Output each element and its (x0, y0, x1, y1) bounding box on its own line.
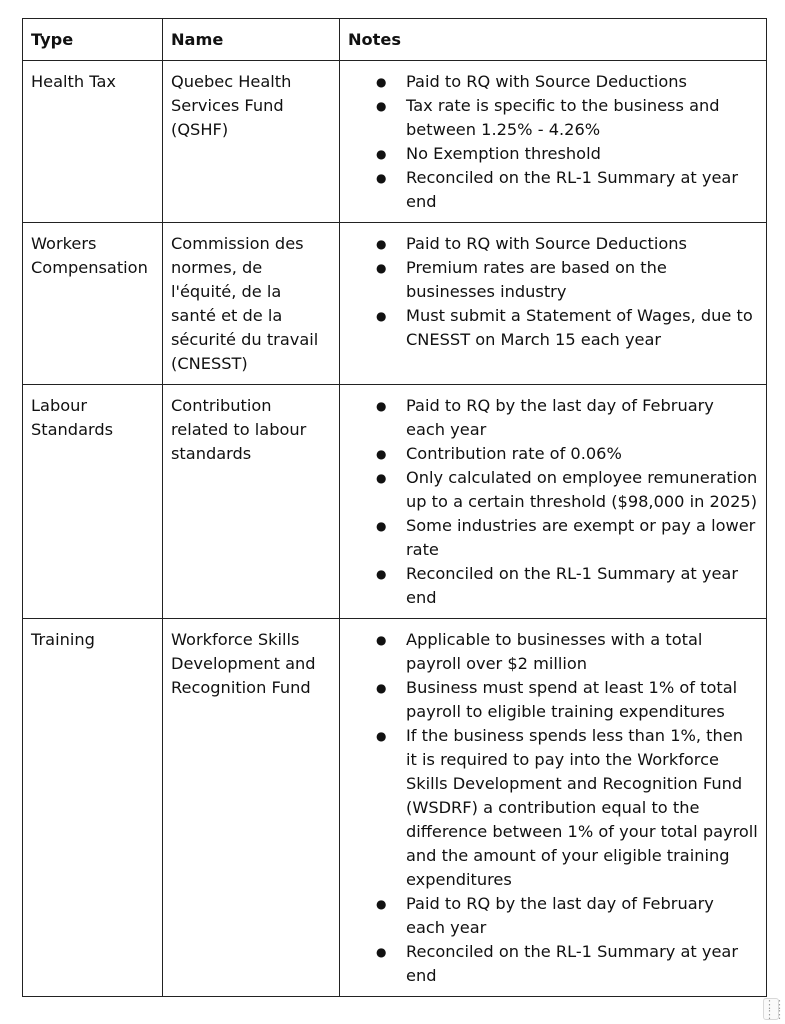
note-text: Must submit a Statement of Wages, due to CNESST on March 15 each year (406, 306, 753, 349)
payroll-contributions-table (22, 18, 767, 997)
notes-list (348, 394, 758, 610)
note-text: Reconciled on the RL-1 Summary at year end (406, 942, 739, 985)
list-item (376, 232, 758, 256)
note-text: Only calculated on employee remuneration up to a certain threshold ($98,000 in 2025) (406, 468, 758, 511)
notes-cell (340, 619, 767, 997)
bullet-icon: ● (376, 261, 387, 275)
list-item (376, 394, 758, 442)
note-text: If the business spends less than 1%, then it is required to pay into the Workforce Skills Development and Recognition Fund (WSDRF) a contribution equal to the difference between 1% of your total payroll and the amount of your eligible training expenditures (406, 726, 758, 889)
table-row (23, 619, 767, 997)
bullet-icon: ● (376, 729, 387, 743)
bullet-icon: ● (376, 447, 387, 461)
drag-handle-icon[interactable]: ⋮⋮ ⋮⋮ (764, 998, 784, 1021)
bullet-icon: ● (376, 681, 387, 695)
type-cell: Training (23, 619, 163, 997)
note-text: No Exemption threshold (406, 144, 601, 163)
list-item (376, 70, 758, 94)
note-text: Contribution rate of 0.06% (406, 444, 622, 463)
table-header-row (23, 19, 767, 61)
notes-list (348, 70, 758, 214)
bullet-icon: ● (376, 171, 387, 185)
name-cell: Quebec Health Services Fund (QSHF) (163, 61, 340, 223)
list-item (376, 628, 758, 676)
bullet-icon: ● (376, 567, 387, 581)
bullet-icon: ● (376, 519, 387, 533)
list-item (376, 676, 758, 724)
bullet-icon: ● (376, 945, 387, 959)
bullet-icon: ● (376, 147, 387, 161)
list-item (376, 256, 758, 304)
notes-cell (340, 61, 767, 223)
list-item (376, 94, 758, 142)
note-text: Reconciled on the RL-1 Summary at year end (406, 564, 739, 607)
name-cell: Commission des normes, de l'équité, de la santé et de la sécurité du travail (CNESST) (163, 223, 340, 385)
bullet-icon: ● (376, 633, 387, 647)
list-item (376, 562, 758, 610)
list-item (376, 142, 758, 166)
notes-cell (340, 385, 767, 619)
notes-list (348, 628, 758, 988)
list-item (376, 514, 758, 562)
bullet-icon: ● (376, 897, 387, 911)
type-cell: Health Tax (23, 61, 163, 223)
note-text: Some industries are exempt or pay a lower rate (406, 516, 756, 559)
note-text: Paid to RQ with Source Deductions (406, 72, 687, 91)
note-text: Business must spend at least 1% of total payroll to eligible training expenditures (406, 678, 738, 721)
bullet-icon: ● (376, 237, 387, 251)
note-text: Applicable to businesses with a total payroll over $2 million (406, 630, 703, 673)
note-text: Premium rates are based on the businesses industry (406, 258, 667, 301)
note-text: Paid to RQ by the last day of February each year (406, 894, 714, 937)
name-cell: Contribution related to labour standards (163, 385, 340, 619)
bullet-icon: ● (376, 309, 387, 323)
bullet-icon: ● (376, 399, 387, 413)
bullet-icon: ● (376, 471, 387, 485)
table-row (23, 385, 767, 619)
list-item (376, 304, 758, 352)
table-row (23, 61, 767, 223)
bullet-icon: ● (376, 99, 387, 113)
notes-list (348, 232, 758, 352)
list-item (376, 940, 758, 988)
note-text: Paid to RQ with Source Deductions (406, 234, 687, 253)
table-row (23, 223, 767, 385)
list-item (376, 466, 758, 514)
note-text: Reconciled on the RL-1 Summary at year end (406, 168, 739, 211)
list-item (376, 724, 758, 892)
type-cell: Workers Compensation (23, 223, 163, 385)
notes-cell (340, 223, 767, 385)
column-header-notes: Notes (340, 19, 767, 61)
note-text: Tax rate is specific to the business and between 1.25% - 4.26% (406, 96, 720, 139)
type-cell: Labour Standards (23, 385, 163, 619)
column-header-name: Name (163, 19, 340, 61)
bullet-icon: ● (376, 75, 387, 89)
note-text: Paid to RQ by the last day of February each year (406, 396, 714, 439)
column-header-type: Type (23, 19, 163, 61)
list-item (376, 442, 758, 466)
list-item (376, 166, 758, 214)
name-cell: Workforce Skills Development and Recognition Fund (163, 619, 340, 997)
list-item (376, 892, 758, 940)
